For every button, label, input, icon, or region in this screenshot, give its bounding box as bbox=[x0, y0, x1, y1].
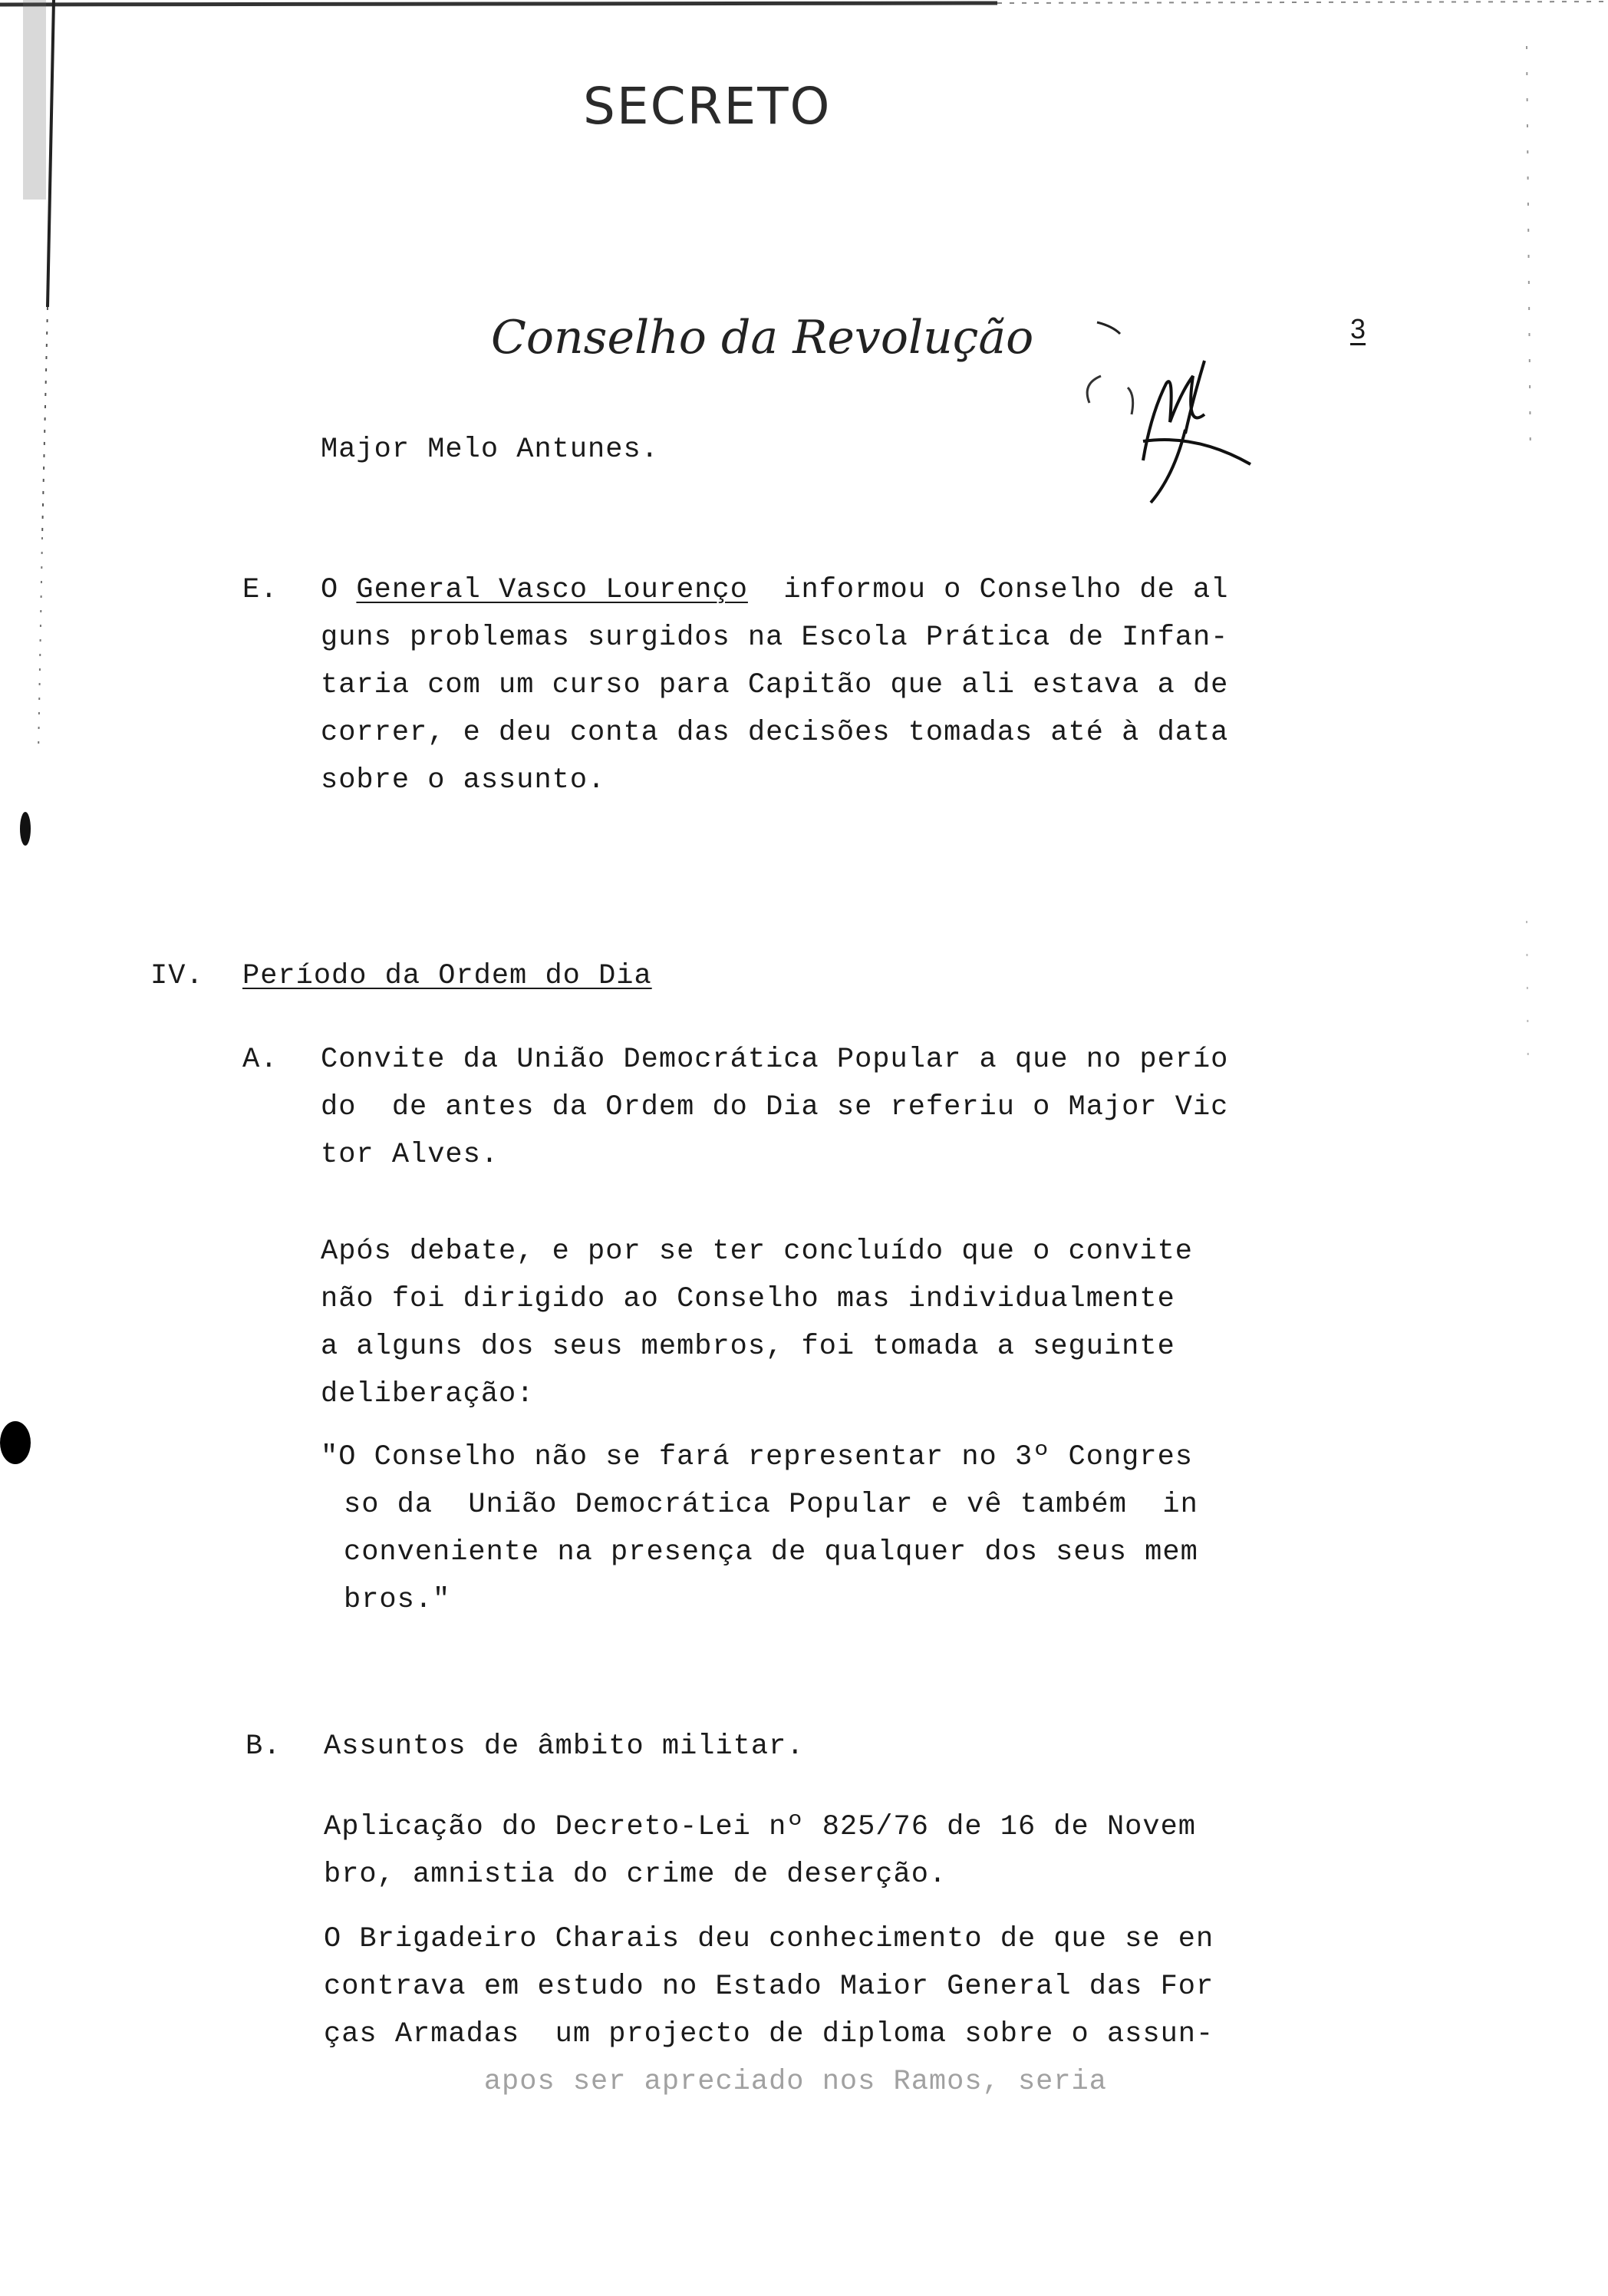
item-b-line: O Brigadeiro Charais deu conhecimento de que se en bbox=[324, 1923, 1214, 1955]
handwritten-initials bbox=[1028, 299, 1258, 522]
item-e-line-4: correr, e deu conta das decisões tomadas até à data bbox=[321, 717, 1229, 749]
deliberation-quote-line: so da União Democrática Popular e vê também in bbox=[344, 1489, 1198, 1521]
item-e-name: General Vasco Lourenço bbox=[356, 574, 748, 606]
item-b-line: ças Armadas um projecto de diploma sobre o assun- bbox=[324, 2018, 1214, 2050]
deliberation-quote-line: bros." bbox=[344, 1584, 451, 1616]
continuation-line: Major Melo Antunes. bbox=[321, 434, 659, 466]
item-b-line: Aplicação do Decreto-Lei nº 825/76 de 16 de Novem bbox=[324, 1811, 1196, 1843]
item-a-paragraph-line: deliberação: bbox=[321, 1378, 535, 1410]
deliberation-quote-line: conveniente na presença de qualquer dos seus mem bbox=[344, 1536, 1198, 1569]
item-b-label: B. bbox=[245, 1730, 282, 1763]
item-e-line-2: guns problemas surgidos na Escola Prática de Infan- bbox=[321, 622, 1229, 654]
item-e-line-3: taria com um curso para Capitão que ali estava a de bbox=[321, 669, 1229, 701]
item-e-label: E. bbox=[242, 574, 278, 606]
classification-stamp: SECRETO bbox=[583, 77, 832, 136]
item-b-line-cut-off: apos ser apreciado nos Ramos, seria bbox=[324, 2066, 1107, 2098]
section-iv-label: IV. bbox=[150, 960, 204, 992]
item-e-line-1-rest: informou o Conselho de al bbox=[747, 574, 1229, 606]
section-iv-title: Período da Ordem do Dia bbox=[242, 960, 652, 992]
item-e-line-1-intro: O bbox=[321, 574, 357, 606]
item-b-title: Assuntos de âmbito militar. bbox=[324, 1730, 805, 1763]
letterhead: Conselho da Revolução bbox=[491, 311, 1034, 365]
item-a-label: A. bbox=[242, 1044, 278, 1076]
deliberation-quote-line: "O Conselho não se fará representar no 3º Congres bbox=[321, 1441, 1193, 1473]
item-b-line: contrava em estudo no Estado Maior General das For bbox=[324, 1971, 1214, 2003]
item-b-line: bro, amnistia do crime de deserção. bbox=[324, 1859, 947, 1891]
item-a-paragraph-line: não foi dirigido ao Conselho mas individualmente bbox=[321, 1283, 1175, 1315]
item-e-line-1 bbox=[321, 566, 1228, 614]
item-e-line-5: sobre o assunto. bbox=[321, 764, 606, 797]
page-number: 3 bbox=[1350, 313, 1366, 345]
item-a-paragraph-line: Após debate, e por se ter concluído que o convite bbox=[321, 1235, 1193, 1268]
item-a-line: Convite da União Democrática Popular a que no perío bbox=[321, 1044, 1229, 1076]
item-a-line: do de antes da Ordem do Dia se referiu o Major Vic bbox=[321, 1091, 1229, 1123]
item-a-line: tor Alves. bbox=[321, 1139, 499, 1171]
item-a-paragraph-line: a alguns dos seus membros, foi tomada a seguinte bbox=[321, 1331, 1175, 1363]
